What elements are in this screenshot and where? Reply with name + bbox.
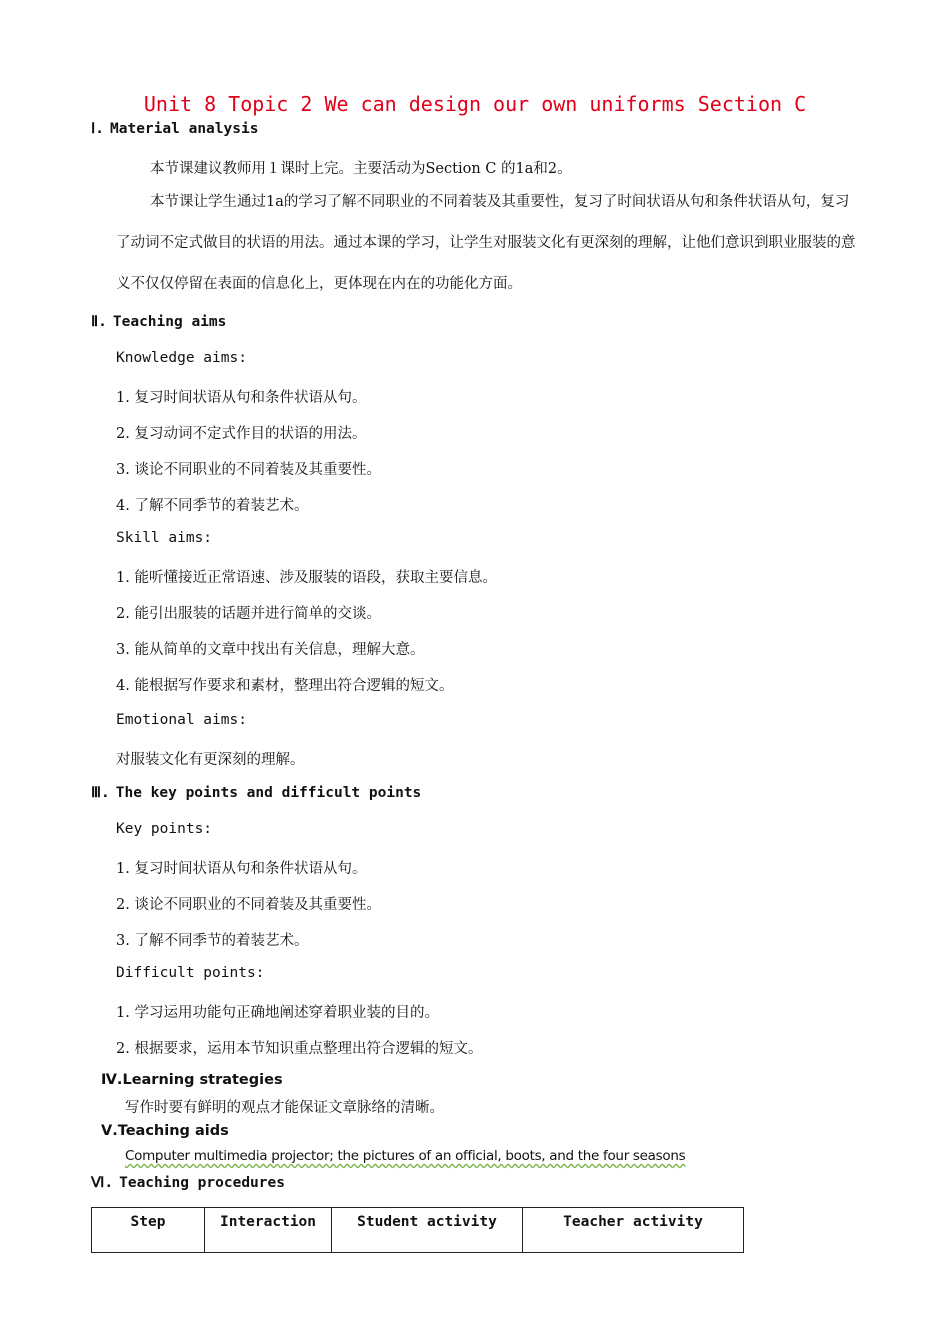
section-3-title: The key points and difficult points — [115, 785, 422, 801]
column-header-interaction: Interaction — [205, 1208, 332, 1253]
column-header-step: Step — [92, 1208, 205, 1253]
section-5-number: Ⅴ. — [101, 1123, 118, 1139]
list-number: 4. — [116, 678, 130, 694]
section-4-heading — [101, 1072, 283, 1088]
knowledge-aims-label: Knowledge aims: — [116, 350, 247, 366]
list-item — [116, 566, 497, 587]
section-4-title: Learning strategies — [122, 1072, 283, 1088]
list-text: 谈论不同职业的不同着装及其重要性。 — [134, 462, 381, 478]
list-text: 谈论不同职业的不同着装及其重要性。 — [134, 897, 381, 913]
column-header-teacher-activity: Teacher activity — [523, 1208, 744, 1253]
list-number: 3. — [116, 933, 130, 949]
key-points-label: Key points: — [116, 821, 213, 837]
list-number: 1. — [116, 861, 130, 877]
section-6-title: Teaching procedures — [119, 1175, 285, 1191]
teaching-aids-text: Computer multimedia projector; the pictures of an official, boots, and the four seasons — [125, 1148, 686, 1164]
material-line-1: 本节课建议教师用１课时上完。主要活动为Section C 的1a和2。 — [150, 161, 572, 177]
teaching-procedures-table — [91, 1207, 744, 1253]
list-number: 2. — [116, 606, 130, 622]
section-5-heading — [101, 1123, 229, 1139]
section-2-title: Teaching aims — [112, 314, 227, 330]
section-3-heading — [91, 785, 421, 801]
list-item — [116, 893, 381, 914]
list-item — [116, 929, 308, 950]
list-text: 能引出服装的话题并进行简单的交谈。 — [134, 606, 381, 622]
list-text: 了解不同季节的着装艺术。 — [134, 498, 309, 514]
list-item — [116, 422, 366, 443]
list-text: 复习时间状语从句和条件状语从句。 — [134, 861, 367, 877]
learning-strategies-text: 写作时要有鲜明的观点才能保证文章脉络的清晰。 — [125, 1100, 444, 1116]
section-6-heading — [91, 1175, 285, 1191]
list-item — [116, 638, 424, 659]
section-2-heading — [91, 314, 226, 330]
list-text: 学习运用功能句正确地阐述穿着职业装的目的。 — [134, 1005, 439, 1021]
section-2-number: Ⅱ. — [91, 314, 107, 330]
list-item — [116, 1037, 482, 1058]
difficult-points-label: Difficult points: — [116, 965, 265, 981]
list-item — [116, 602, 381, 623]
emotional-aims-text: 对服装文化有更深刻的理解。 — [116, 752, 305, 768]
list-item — [116, 386, 366, 407]
list-number: 4. — [116, 498, 130, 514]
list-text: 能听懂接近正常语速、涉及服装的语段，获取主要信息。 — [134, 570, 497, 586]
emotional-aims-label: Emotional aims: — [116, 712, 247, 728]
list-item — [116, 494, 308, 515]
section-3-number: Ⅲ. — [91, 785, 110, 801]
list-text: 了解不同季节的着装艺术。 — [134, 933, 309, 949]
list-text: 能从简单的文章中找出有关信息，理解大意。 — [134, 642, 425, 658]
list-item — [116, 1001, 439, 1022]
list-text: 复习时间状语从句和条件状语从句。 — [134, 390, 367, 406]
column-header-student-activity: Student activity — [332, 1208, 523, 1253]
list-text: 根据要求，运用本节知识重点整理出符合逻辑的短文。 — [134, 1041, 483, 1057]
material-paragraph: 本节课让学生通过1a的学习了解不同职业的不同着装及其重要性，复习了时间状语从句和条件状语从句，复习了动词不定式做目的状语的用法。通过本课的学习，让学生对服装文化有更深刻的理解，让他们意识到职业服装的意义不仅仅停留在表面的信息化上，更体现在内在的功能化方面。 — [116, 194, 856, 292]
section-1-heading — [91, 121, 258, 137]
list-text: 能根据写作要求和素材，整理出符合逻辑的短文。 — [134, 678, 454, 694]
list-number: 2. — [116, 426, 130, 442]
list-item — [116, 857, 366, 878]
section-5-title: Teaching aids — [117, 1123, 229, 1139]
list-text: 复习动词不定式作目的状语的用法。 — [134, 426, 367, 442]
list-number: 1. — [116, 1005, 130, 1021]
list-number: 1. — [116, 570, 130, 586]
section-4-number: Ⅳ. — [101, 1072, 123, 1088]
table-header-row — [92, 1208, 744, 1253]
section-1-number: Ⅰ. — [91, 121, 105, 137]
list-number: 2. — [116, 897, 130, 913]
list-number: 3. — [116, 642, 130, 658]
section-6-number: Ⅵ. — [91, 1175, 114, 1191]
list-number: 2. — [116, 1041, 130, 1057]
document-title: Unit 8 Topic 2 We can design our own uniforms Section C — [143, 92, 807, 116]
list-item — [116, 458, 381, 479]
list-number: 1. — [116, 390, 130, 406]
section-1-title: Material analysis — [110, 121, 259, 137]
list-number: 3. — [116, 462, 130, 478]
skill-aims-label: Skill aims: — [116, 530, 213, 546]
list-item — [116, 674, 453, 695]
